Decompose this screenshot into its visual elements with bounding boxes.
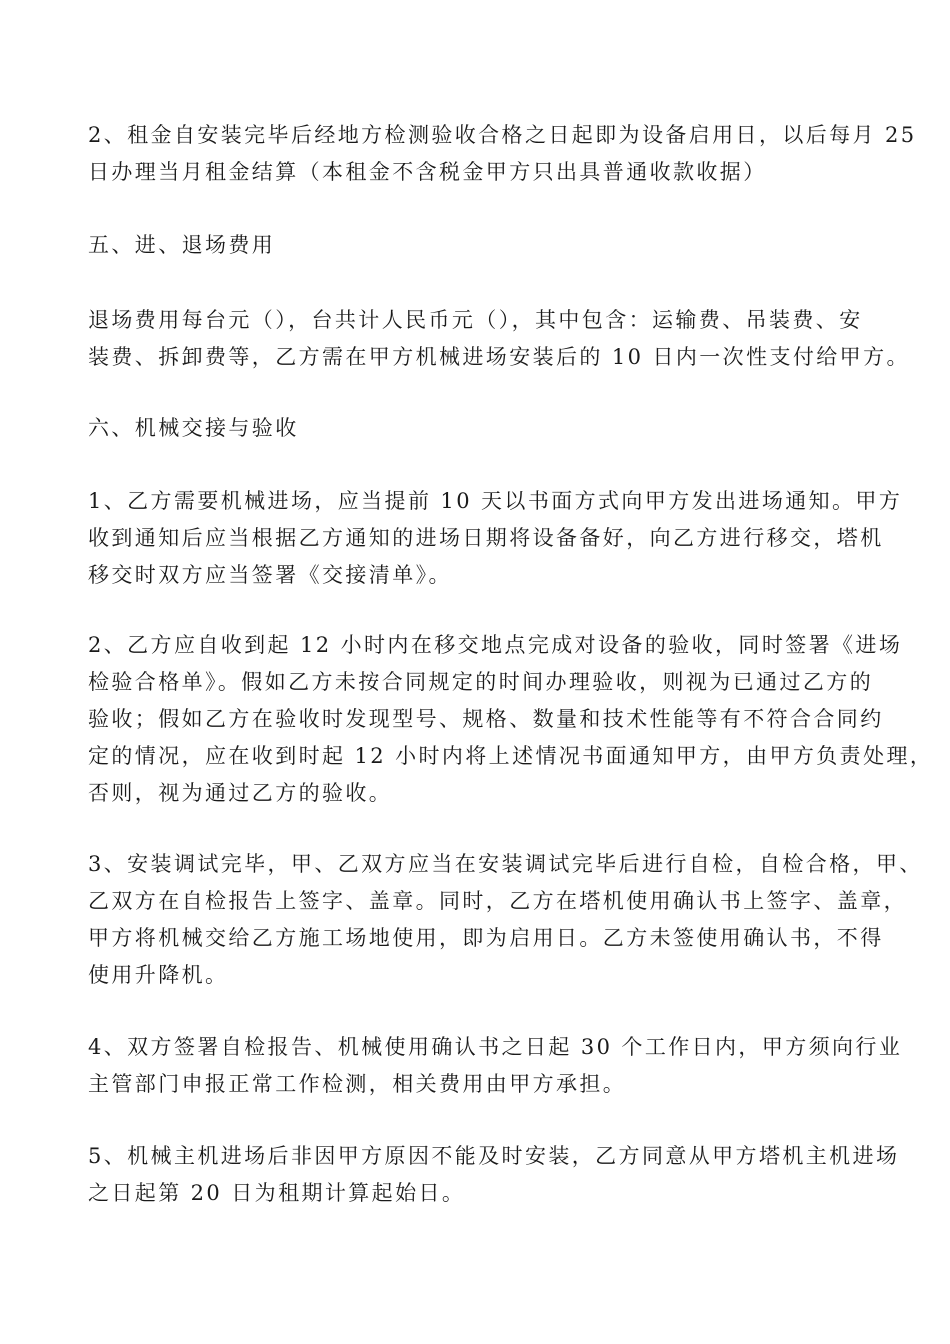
text-line: 验收；假如乙方在验收时发现型号、规格、数量和技术性能等有不符合合同约 (88, 707, 884, 731)
section-heading (88, 410, 868, 447)
text-line: 1、乙方需要机械进场，应当提前 10 天以书面方式向甲方发出进场通知。甲方 (88, 489, 903, 513)
text-line: 5、机械主机进场后非因甲方原因不能及时安装，乙方同意从甲方塔机主机进场 (88, 1144, 900, 1168)
handover-clause-1 (88, 483, 903, 594)
text-line: 4、双方签署自检报告、机械使用确认书之日起 30 个工作日内，甲方须向行业 (88, 1035, 903, 1059)
text-line: 装费、拆卸费等，乙方需在甲方机械进场安装后的 10 日内一次性支付给甲方。 (88, 345, 910, 369)
text-line: 使用升降机。 (88, 963, 229, 987)
text-line: 否则，视为通过乙方的验收。 (88, 781, 393, 805)
handover-clause-3 (88, 846, 923, 994)
handover-clause-5 (88, 1138, 900, 1212)
text-line: 2、租金自安装完毕后经地方检测验收合格之日起即为设备启用日，以后每月 25 (88, 123, 917, 147)
text-line: 移交时双方应当签署《交接清单》。 (88, 563, 452, 587)
handover-clause-2 (88, 627, 934, 812)
text-line: 日办理当月租金结算（本租金不含税金甲方只出具普通收款收据） (88, 160, 767, 184)
text-line: 收到通知后应当根据乙方通知的进场日期将设备备好，向乙方进行移交，塔机 (88, 526, 884, 550)
section-6-heading: 六、机械交接与验收 (88, 416, 299, 440)
text-line: 检验合格单》。假如乙方未按合同规定的时间办理验收，则视为已通过乙方的 (88, 670, 874, 694)
text-line: 之日起第 20 日为租期计算起始日。 (88, 1181, 466, 1205)
text-line: 3、安装调试完毕，甲、乙双方应当在安装调试完毕后进行自检，自检合格，甲、 (88, 852, 923, 876)
text-line: 2、乙方应自收到起 12 小时内在移交地点完成对设备的验收，同时签署《进场 (88, 633, 903, 657)
text-line: 定的情况，应在收到时起 12 小时内将上述情况书面通知甲方，由甲方负责处理， (88, 744, 934, 768)
text-line: 乙双方在自检报告上签字、盖章。同时，乙方在塔机使用确认书上签字、盖章， (88, 889, 907, 913)
exit-fee-clause (88, 302, 910, 376)
rent-clause-2 (88, 117, 917, 191)
handover-clause-4 (88, 1029, 903, 1103)
text-line: 退场费用每台元（），台共计人民币元（），其中包含：运输费、吊装费、安 (88, 308, 863, 332)
section-heading (88, 227, 868, 264)
text-line: 甲方将机械交给乙方施工场地使用，即为启用日。乙方未签使用确认书，不得 (88, 926, 884, 950)
text-line: 主管部门申报正常工作检测，相关费用由甲方承担。 (88, 1072, 627, 1096)
section-5-heading: 五、进、退场费用 (88, 233, 276, 257)
